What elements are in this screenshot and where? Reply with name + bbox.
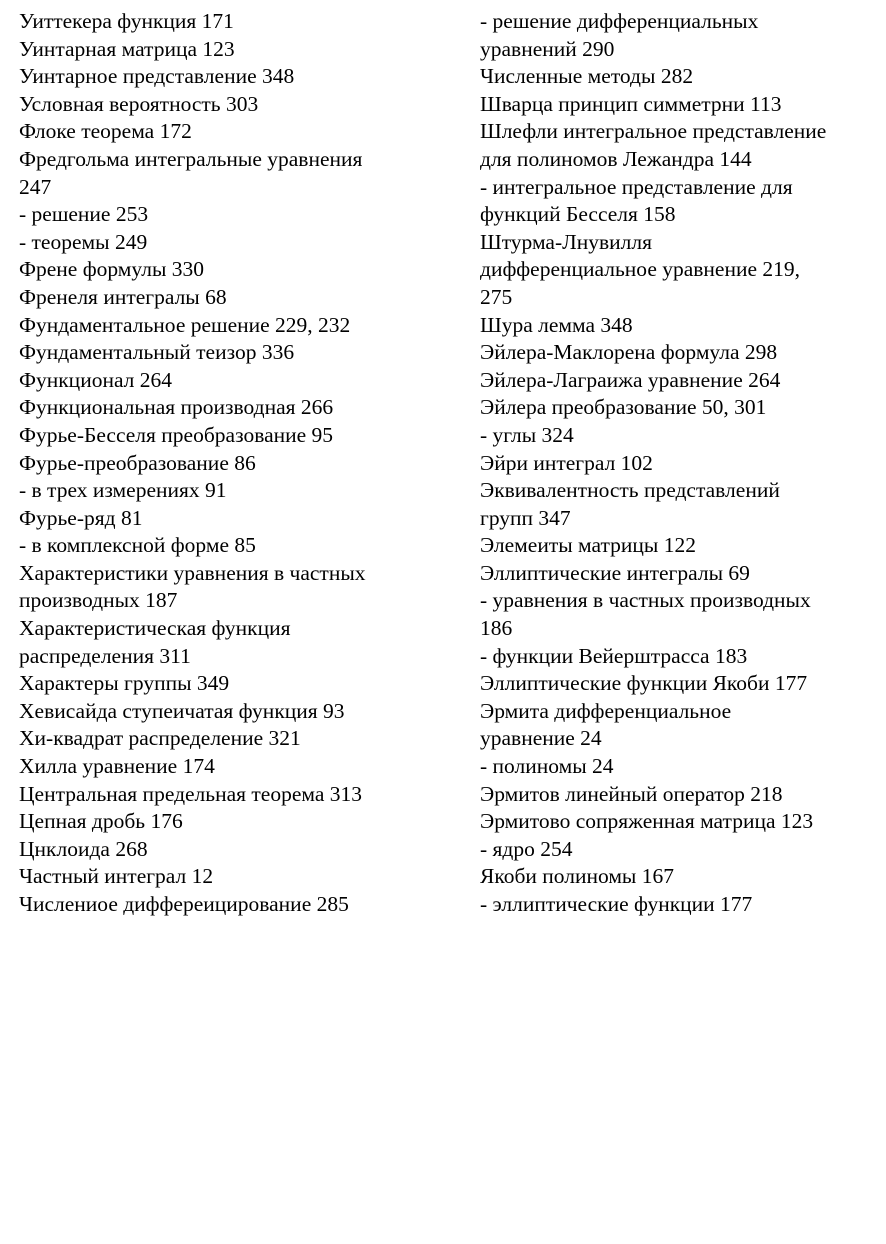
index-entry: Эквивалентность представлений групп 347: [480, 478, 780, 530]
index-entry: - эллиптические функции 177: [480, 892, 753, 916]
index-entry: - интегральное представление для функций Бесселя 158: [480, 174, 793, 227]
index-entry: Хи-квадрат распределение 321: [19, 726, 301, 751]
index-entry: Хилла уравнение 174: [19, 754, 215, 779]
index-entry: Элемеиты матрицы 122: [480, 533, 696, 558]
index-entry: - углы 324: [480, 422, 574, 447]
index-entry: - решение 253: [19, 202, 149, 227]
index-entry: - решение дифференциальных уравнений 290: [480, 9, 759, 61]
index-entry: Характеристики уравнения в частных производных 187: [19, 560, 366, 613]
index-entry: Шварца принцип симметрни 113: [480, 91, 782, 116]
index-entry: Численные методы 282: [480, 64, 694, 89]
index-entry: Якоби полиномы 167: [480, 864, 674, 889]
index-column-left: [19, 8, 439, 919]
index-entry: Эрмитово сопряженная матрица 123: [480, 809, 814, 834]
index-entry: Шура лемма 348: [480, 312, 633, 337]
index-entry: Эйлера преобразование 50, 301: [480, 395, 767, 420]
index-entry: Функционал 264: [19, 367, 173, 392]
index-entry: - уравнения в частных производных 186: [480, 588, 811, 641]
index-entry: Фурье-ряд 81: [19, 505, 143, 530]
index-entry: Характеристическая функция распределения 311: [19, 616, 291, 668]
index-entry: Фундаментальный теизор 336: [19, 340, 295, 365]
index-entry: Уинтарная матрица 123: [19, 36, 235, 61]
index-entry: - теоремы 249: [19, 229, 148, 254]
index-entry: Центральная предельная теорема 313: [19, 781, 363, 806]
index-entry: Эрмита дифференциальное уравнение 24: [480, 698, 732, 751]
index-entry: Эйри интеграл 102: [480, 450, 653, 475]
index-entry: Уинтарное представление 348: [19, 64, 295, 89]
index-entry: Цнклоида 268: [19, 836, 148, 861]
index-entry: - функции Вейерштрасса 183: [480, 643, 748, 668]
index-entry: Уиттекера функция 171: [19, 9, 234, 33]
index-entry: Функциональная производная 266: [19, 395, 334, 420]
index-entry: - в трех измерениях 91: [19, 478, 227, 503]
index-entry: Частный интеграл 12: [19, 864, 214, 889]
index-entry: Штурма-Лнувилля дифференциальное уравнение 219, 275: [480, 229, 801, 309]
index-entry: Эрмитов линейный оператор 218: [480, 781, 783, 806]
index-entry: - ядро 254: [480, 836, 573, 861]
index-entry: Цепная дробь 176: [19, 809, 183, 834]
index-entry: Фурье-преобразование 86: [19, 450, 256, 475]
index-entry: - полиномы 24: [480, 754, 614, 779]
index-entry: Френеля интегралы 68: [19, 284, 227, 309]
index-entry: Характеры группы 349: [19, 671, 230, 696]
index-column-right: [480, 8, 878, 919]
index-entry: Флоке теорема 172: [19, 119, 192, 144]
index-entry: Хевисайда ступеичатая функция 93: [19, 698, 345, 723]
index-entry: Условная вероятность 303: [19, 91, 259, 116]
index-entry: Френе формулы 330: [19, 257, 205, 282]
index-entry: Фурье-Бесселя преобразование 95: [19, 422, 334, 447]
index-entry: Эйлера-Лаграижа уравнение 264: [480, 367, 781, 392]
index-entry: - в комплексной форме 85: [19, 533, 256, 558]
index-entry: Фундаментальное решение 229, 232: [19, 312, 351, 337]
index-entry: Фредгольма интегральные уравнения 247: [19, 146, 363, 199]
index-entry: Числениое диффереицирование 285: [19, 892, 349, 916]
index-entry: Эйлера-Маклорена формула 298: [480, 340, 778, 365]
index-entry: Эллиптические интегралы 69: [480, 560, 750, 585]
index-entry: Эллиптические функции Якоби 177: [480, 671, 808, 696]
index-entry: Шлефли интегральное представление для полиномов Лежандра 144: [480, 119, 827, 171]
